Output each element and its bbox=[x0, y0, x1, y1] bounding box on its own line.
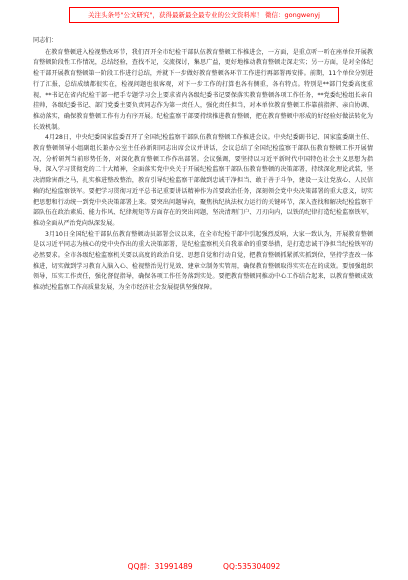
paragraph: 3月10日全国纪检干部队伍教育整顿动员部署会议以来，在全市纪检干部中引起强烈反响，大家一致认为，开展教育整顿是以习近平同志为核心的党中央作出的重大决策部署，是纪检监察机关自我革命的重要举措，是打造忠诚干净担当纪检铁军的必然要求。全市各级纪检监察机关要以高度的政治自觉、思想自觉和行动自觉，把教育整顿抓紧抓实抓到位，坚持学查改一体推进，切实做到学习教育入脑入心、检视整治见行见效、建章立制务实管用，确保教育整顿取得实实在在的成效。要加强组织领导，压实工作责任，强化督促指导，确保各项工作任务落到实处。要把教育整顿同推动中心工作结合起来，以教育整顿成效推动纪检监察工作高质量发展，为全市经济社会发展提供坚强保障。 bbox=[33, 230, 373, 292]
footer-qq: QQ:535304092 bbox=[223, 562, 281, 571]
paragraph: 在教育整顿进入检视整改环节，我们召开全市纪检干部队伍教育整顿工作推进会，一方面，是重点听一听在座单位开展教育整顿阶段性工作情况，总结经验，查找不足，交流探讨，集思广益，更好地推动教育整顿走深走实；另一方面，是对全体纪检干部开展教育整顿第一阶段工作进行总结，并就下一步做好教育整顿各环节工作进行再部署再安排。前期，11个单位分别进行了汇报，总结成绩都很实在，检视问题也很客观，对下一步工作的打算也各有侧重，各有特点。特别是**部门党委高度重视，**书记在省内纪检干部一把手专题学习会上要求省内各级纪委书记要保落实教育整顿各项工作任务，**党委纪检组长亲自挂帅，各级纪委书记、部门党委主要负责同志作为第一责任人，强化责任担当，对本单位教育整顿工作靠前指挥、亲自协调、推动落实，确保教育整顿工作有力有序开展。纪检监察干部要持续推进教育整顿，把在教育整顿中形成的好经验好做法转化为长效机制。 bbox=[33, 48, 373, 131]
document-body bbox=[33, 36, 373, 546]
paragraph: 4月28日，中央纪委国家监委召开了全国纪检监察干部队伍教育整顿工作推进会议。中央纪委副书记、国家监委副主任、教育整顿领导小组副组长兼办公室主任孙新阳同志出席会议并讲话，会议总结了全国纪检监察干部队伍教育整顿工作开展情况，分析研判当前形势任务，对深化教育整顿工作作出部署。会议强调，要坚持以习近平新时代中国特色社会主义思想为指导，深入学习贯彻党的二十大精神，全面落实党中央关于开展纪检监察干部队伍教育整顿的决策部署，持续深化理论武装，坚决清除害群之马，扎实推进整改整治，教育引导纪检监察干部做到忠诚干净担当、敢于善于斗争，建设一支让党放心、人民信赖的纪检监察铁军。要把学习贯彻习近平总书记重要讲话精神作为首要政治任务，深刻领会党中央决策部署的重大意义，切实把思想和行动统一到党中央决策部署上来。要突出问题导向，聚焦执纪执法权力运行的关键环节，深入查找和解决纪检监察干部队伍在政治素质、能力作风、纪律规矩等方面存在的突出问题，坚决清理门户、刀刃向内，以铁的纪律打造纪检监察铁军，推动全面从严治党向纵深发展。 bbox=[33, 134, 373, 227]
footer-qq-group: QQ群：31991489 bbox=[127, 562, 193, 571]
header-banner: 关注头条号"公文研究"，获得最新最全最专业的公文资料库！ 微信：gongwenyj bbox=[69, 7, 339, 23]
footer-contact bbox=[0, 561, 408, 572]
salutation: 同志们： bbox=[33, 37, 58, 44]
